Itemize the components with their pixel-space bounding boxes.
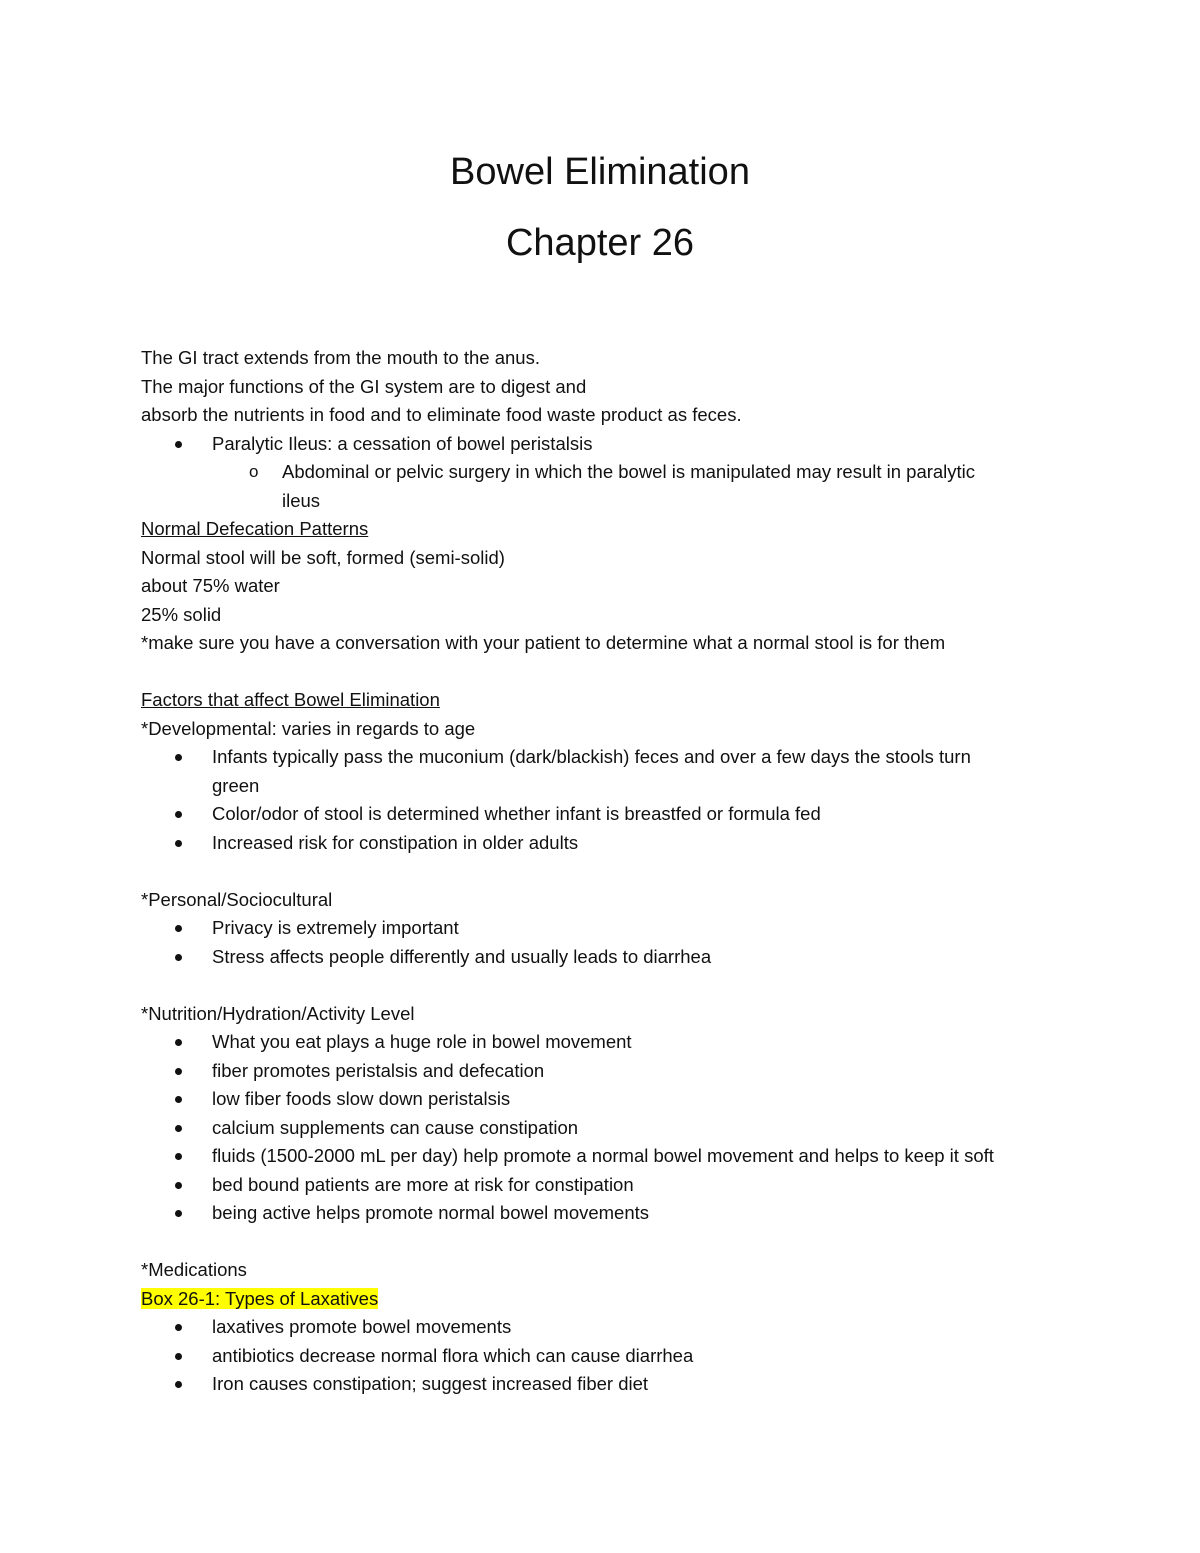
list-item	[141, 1171, 1081, 1200]
bullet-icon	[175, 1324, 182, 1331]
bullet-icon	[175, 1153, 182, 1160]
bullet-icon	[175, 1381, 182, 1388]
bullet-icon	[175, 811, 182, 818]
list-item-text: Color/odor of stool is determined whether infant is breastfed or formula fed	[212, 803, 821, 824]
circle-bullet-icon: o	[249, 462, 259, 481]
list-item	[141, 430, 1081, 459]
bullet-icon	[175, 925, 182, 932]
list-item	[141, 1342, 1081, 1371]
subsection-label: *Medications	[141, 1259, 247, 1280]
list-item-text: ileus	[282, 489, 321, 511]
normal-line: *make sure you have a conversation with your patient to determine what a normal stool is for them	[141, 632, 946, 653]
bullet-icon	[175, 954, 182, 961]
list-item-text: Infants typically pass the muconium (dark/blackish) feces and over a few days the stools turn	[212, 746, 971, 767]
list-item	[141, 800, 1081, 829]
bullet-icon	[175, 1039, 182, 1046]
list-item	[141, 743, 1081, 800]
bullet-icon	[175, 840, 182, 847]
list-item-text: Increased risk for constipation in older adults	[212, 831, 579, 853]
bullet-icon	[175, 441, 182, 448]
ileus-sublist	[141, 458, 1081, 515]
list-item	[141, 829, 1081, 858]
normal-line: 25% solid	[141, 603, 222, 625]
box-reference	[141, 1285, 1081, 1314]
bullet-icon	[175, 1096, 182, 1103]
list-item-text: Iron causes constipation; suggest increased fiber diet	[212, 1373, 649, 1394]
intro-line: The GI tract extends from the mouth to the anus.	[141, 347, 540, 368]
list-item	[141, 914, 1081, 943]
subsection-label: *Nutrition/Hydration/Activity Level	[141, 1002, 415, 1024]
spacer	[141, 971, 1081, 1000]
list-item-text: Abdominal or pelvic surgery in which the bowel is manipulated may result in paralytic	[282, 461, 976, 482]
spacer	[141, 1228, 1081, 1257]
list-item	[141, 1085, 1081, 1114]
list-item-text: being active helps promote normal bowel movements	[212, 1202, 650, 1223]
chapter-heading: Chapter 26	[505, 222, 694, 264]
list-item-text: bed bound patients are more at risk for constipation	[212, 1173, 634, 1195]
list-item	[141, 1370, 1081, 1399]
list-item-text: antibiotics decrease normal flora which can cause diarrhea	[212, 1344, 694, 1366]
intro-line: absorb the nutrients in food and to eliminate food waste product as feces.	[141, 404, 742, 425]
bullet-icon	[175, 1353, 182, 1360]
intro-line: The major functions of the GI system are to digest and	[141, 375, 587, 397]
list-item-text: low fiber foods slow down peristalsis	[212, 1088, 511, 1109]
list-item	[141, 1057, 1081, 1086]
section-heading-normal: Normal Defecation Patterns	[141, 518, 369, 539]
document-body	[141, 344, 1081, 1399]
list-item-text: fiber promotes peristalsis and defecation	[212, 1059, 545, 1081]
list-item	[141, 1142, 1081, 1171]
highlighted-box-label: Box 26-1: Types of Laxatives	[141, 1287, 379, 1309]
section-heading-factors: Factors that affect Bowel Elimination	[141, 689, 440, 710]
normal-line: about 75% water	[141, 575, 280, 596]
spacer	[141, 658, 1081, 687]
list-item-text: What you eat plays a huge role in bowel movement	[212, 1031, 632, 1052]
list-item	[141, 1028, 1081, 1057]
bullet-icon	[175, 754, 182, 761]
list-item-text: Paralytic Ileus: a cessation of bowel peristalsis	[212, 432, 593, 454]
list-item-text: Stress affects people differently and usually leads to diarrhea	[212, 945, 712, 967]
list-item	[141, 1114, 1081, 1143]
list-item	[141, 1199, 1081, 1228]
nutrition-list	[141, 1028, 1081, 1228]
list-item-text: laxatives promote bowel movements	[212, 1316, 512, 1337]
subsection-label: *Developmental: varies in regards to age	[141, 717, 476, 739]
developmental-list	[141, 743, 1081, 857]
bullet-icon	[175, 1068, 182, 1075]
list-item	[141, 458, 1081, 515]
spacer	[141, 857, 1081, 886]
list-item-text: Privacy is extremely important	[212, 917, 459, 938]
personal-list	[141, 914, 1081, 971]
bullet-icon	[175, 1125, 182, 1132]
list-item-text: green	[212, 774, 260, 796]
subsection-label: *Personal/Sociocultural	[141, 888, 333, 910]
document-title: Bowel Elimination	[450, 151, 750, 193]
medications-list	[141, 1313, 1081, 1399]
bullet-icon	[175, 1182, 182, 1189]
ileus-list	[141, 430, 1081, 459]
list-item	[141, 943, 1081, 972]
normal-line: Normal stool will be soft, formed (semi-solid)	[141, 546, 505, 568]
list-item-text: calcium supplements can cause constipation	[212, 1116, 579, 1138]
bullet-icon	[175, 1210, 182, 1217]
list-item-text: fluids (1500-2000 mL per day) help promote a normal bowel movement and helps to keep it soft	[212, 1145, 994, 1166]
list-item	[141, 1313, 1081, 1342]
